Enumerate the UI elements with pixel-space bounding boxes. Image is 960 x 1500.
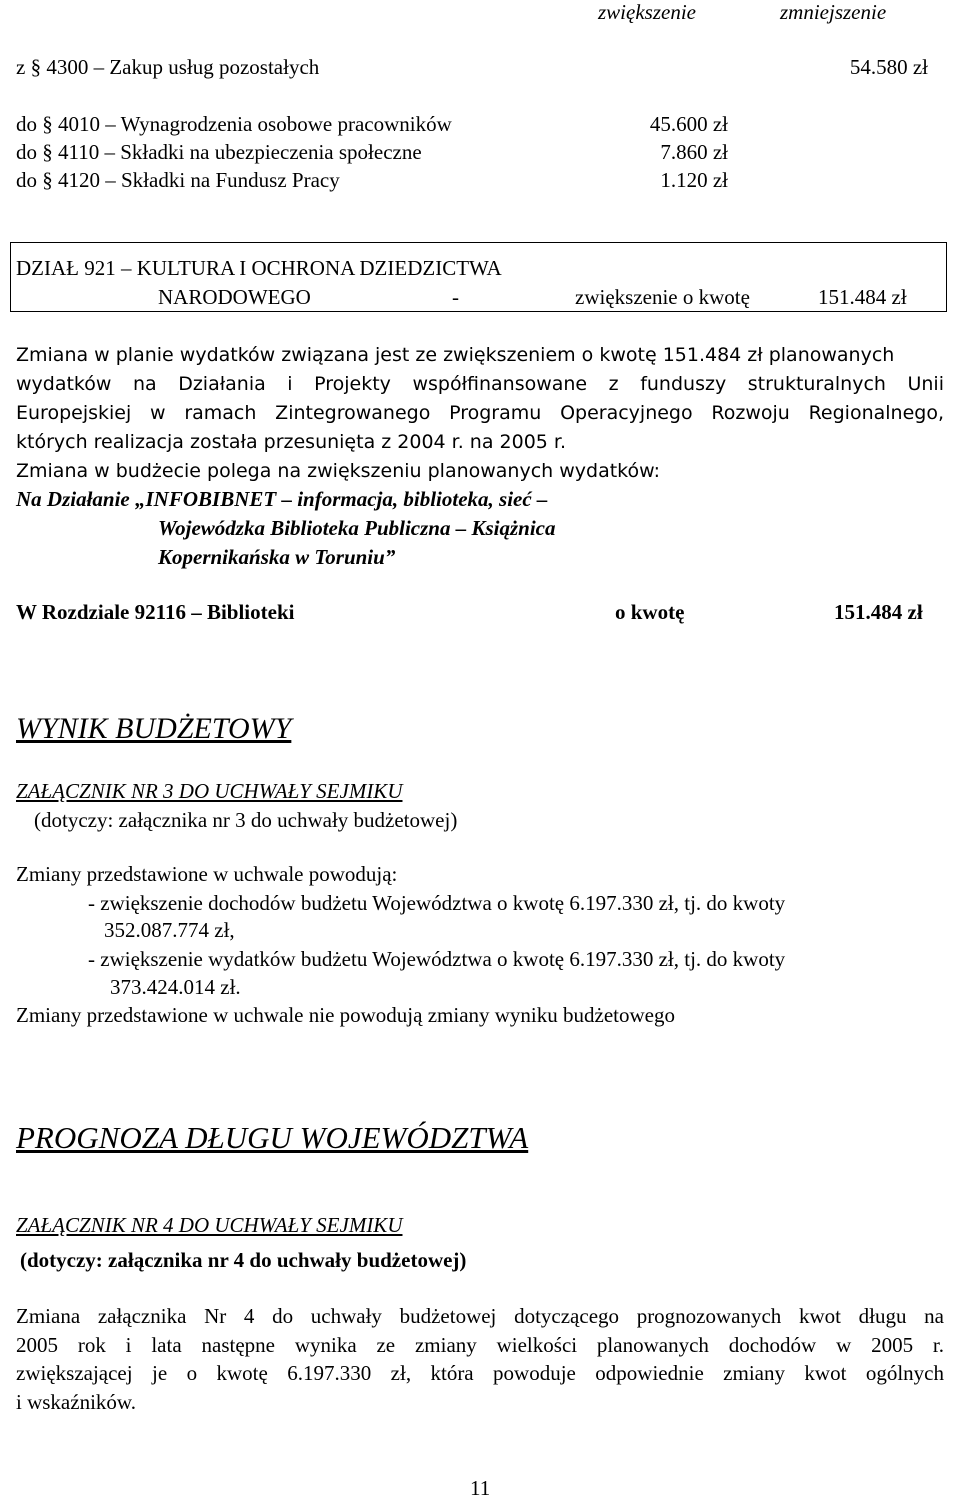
para2: Zmiana w budżecie polega na zwiększeniu planowanych wydatków: — [16, 460, 661, 482]
column-header-increase: zwiększenie — [598, 0, 696, 24]
section3-item2-a: - zwiększenie wydatków budżetu Województwa o kwotę 6.197.330 zł, tj. do kwoty — [88, 947, 786, 971]
division-title-cont: NARODOWEGO — [158, 285, 311, 309]
section3-item1-b: 352.087.774 zł, — [104, 918, 235, 942]
para1-line4: których realizacja została przesunięta z 2004 r. na 2005 r. — [16, 431, 567, 453]
action-line1: Na Działanie „INFOBIBNET – informacja, biblioteka, sieć – — [16, 487, 548, 511]
section3-item2-b: 373.424.014 zł. — [110, 975, 241, 999]
division-title: DZIAŁ 921 – KULTURA I OCHRONA DZIEDZICTWA — [16, 256, 502, 280]
section3-outro: Zmiany przedstawione w uchwale nie powodują zmiany wyniku budżetowego — [16, 1003, 675, 1027]
para1-line1-text: Zmiana w planie wydatków związana jest ze zwiększeniem o kwotę 151.484 zł planowanych — [16, 344, 895, 366]
action-line2: Wojewódzka Biblioteka Publiczna – Książnica — [158, 516, 556, 540]
section4-title: PROGNOZA DŁUGU WOJEWÓDZTWA — [16, 1120, 529, 1155]
transfer-amount-4010: 45.600 zł — [649, 112, 728, 136]
column-header-decrease: zmniejszenie — [780, 0, 887, 24]
section3-title: WYNIK BUDŻETOWY — [16, 712, 292, 745]
section3-concerns: (dotyczy: załącznika nr 3 do uchwały budżetowej) — [34, 808, 458, 832]
section4-para-line3: zwiększającej je o kwotę 6.197.330 zł, która powoduje odpowiednie zmiany kwot ogólnych — [16, 1361, 944, 1385]
transfer-line-4300: z § 4300 – Zakup usług pozostałych — [16, 55, 320, 79]
para1-line2: wydatków na Działania i Projekty współfinansowane z funduszy strukturalnych Unii — [16, 373, 944, 395]
transfer-amount-4300: 54.580 zł — [849, 55, 928, 79]
transfer-line-4010: do § 4010 – Wynagrodzenia osobowe pracowników — [16, 112, 452, 136]
section3-annex: ZAŁĄCZNIK NR 3 DO UCHWAŁY SEJMIKU — [16, 779, 403, 803]
para1-line1 — [16, 346, 944, 365]
para1-line3: Europejskiej w ramach Zintegrowanego Programu Operacyjnego Rozwoju Regionalnego, — [16, 402, 944, 424]
chapter-name: W Rozdziale 92116 – Biblioteki — [16, 600, 295, 624]
chapter-amount: 151.484 zł — [834, 600, 923, 624]
transfer-amount-4120: 1.120 zł — [660, 168, 728, 192]
section4-para-line2: 2005 rok i lata następne wynika ze zmiany wielkości planowanych dochodów w 2005 r. — [16, 1333, 944, 1357]
section4-annex: ZAŁĄCZNIK NR 4 DO UCHWAŁY SEJMIKU — [16, 1213, 403, 1237]
page-number: 11 — [470, 1476, 491, 1500]
chapter-label: o kwotę — [615, 600, 685, 624]
section3-intro: Zmiany przedstawione w uchwale powodują: — [16, 862, 398, 886]
transfer-line-4110: do § 4110 – Składki na ubezpieczenia społeczne — [16, 140, 422, 164]
division-dash: - — [452, 285, 459, 309]
transfer-line-4120: do § 4120 – Składki na Fundusz Pracy — [16, 168, 340, 192]
section4-para-line1: Zmiana załącznika Nr 4 do uchwały budżetowej dotyczącego prognozowanych kwot długu na — [16, 1304, 944, 1328]
division-increase-label: zwiększenie o kwotę — [575, 285, 750, 309]
transfer-amount-4110: 7.860 zł — [660, 140, 728, 164]
action-line3: Kopernikańska w Toruniu” — [158, 545, 396, 569]
section3-item1-a: - zwiększenie dochodów budżetu Województwa o kwotę 6.197.330 zł, tj. do kwoty — [88, 891, 786, 915]
division-amount: 151.484 zł — [818, 285, 907, 309]
section4-concerns: (dotyczy: załącznika nr 4 do uchwały budżetowej) — [20, 1248, 467, 1272]
section4-para-line4: i wskaźników. — [16, 1390, 136, 1414]
